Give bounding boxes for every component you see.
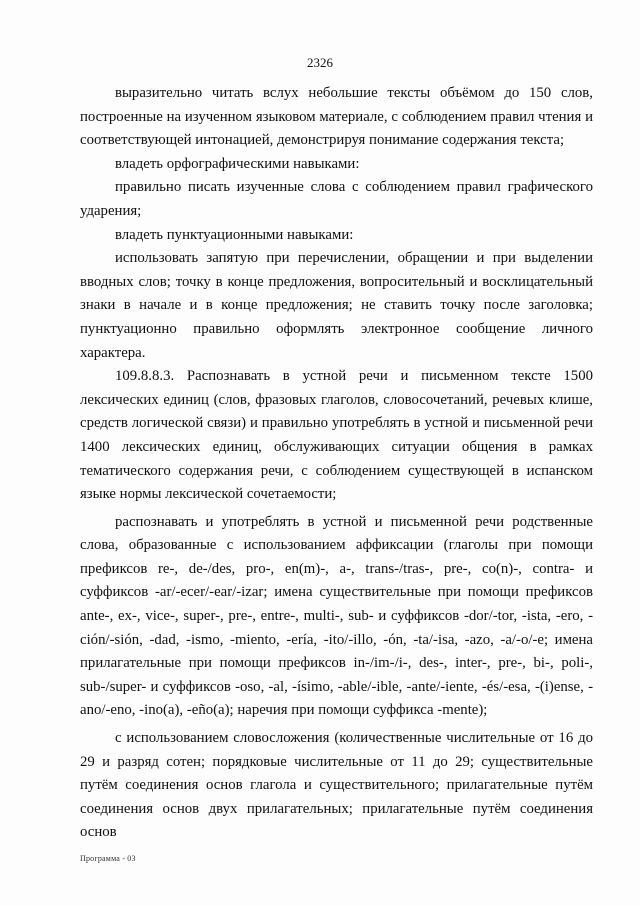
paragraph-reading: выразительно читать вслух небольшие тексты объёмом до 150 слов, построенные на изученном языковом материале, с соблюдением правил чтения и соответствующей интонацией, демонстрируя понимание содержания текста; — [80, 85, 593, 149]
paragraph-punctuation: использовать запятую при перечислении, обращении и при выделении вводных слов; точку в конце предложения, вопросительный и восклицательный знаки в начале и в конце предложения; не ставить точку после заголовка; пунктуационно правильно оформлять электронное сообщение личного характера. — [80, 250, 593, 361]
document-body — [80, 82, 593, 845]
paragraph-compounding: с использованием словосложения (количественные числительные от 16 до 29 и разряд сотен; порядковые числительные от 11 до 29; существительные путём соединения основ глагола и существительного; прилагательные путём соединения основ двух прилагательных; прилагательные путём соединения основ — [80, 730, 593, 841]
paragraph-affixation: распознавать и употреблять в устной и письменной речи родственные слова, образованные с использованием аффиксации (глаголы при помощи префиксов re-, de-/des, pro-, en(m)-, a-, trans-/tras-, pre-, co(n)-, contra- и суффиксов -ar/-ecer/-ear/-izar; имена существительные при помощи префиксов ante-, ex-, vice-, super-, pre-, entre-, multi-, sub- и суффиксов -dor/-tor, -ista, -ero, -ción/-sión, -dad, -ismo, -miento, -ería, -ito/-illo, -ón, -ta/-isa, -azo, -a/-o/-e; имена прилагательные при помощи префиксов in-/im-/i-, des-, inter-, pre-, bi-, poli-, sub-/super- и суффиксов -oso, -al, -ísimo, -able/-ible, -ante/-iente, -és/-esa, -(i)ense, -ano/-eno, -ino(a), -eño(a); наречия при помощи суффикса -mente); — [80, 513, 593, 719]
paragraph-spelling-heading: владеть орфографическими навыками: — [115, 155, 360, 172]
page-number: 2326 — [307, 55, 333, 70]
paragraph-lexical-units: 109.8.8.3. Распознавать в устной речи и письменном тексте 1500 лексических единиц (слов, фразовых глаголов, словосочетаний, речевых клише, средств логической связи) и правильно употреблять в устной и письменной речи 1400 лексических единиц, обслуживающих ситуации общения в рамках тематического содержания речи, с соблюдением существующей в испанском языке нормы лексической сочетаемости; — [80, 368, 593, 503]
footer-label: Программа - 03 — [80, 854, 136, 863]
paragraph-punctuation-heading: владеть пунктуационными навыками: — [115, 226, 354, 243]
paragraph-spelling: правильно писать изученные слова с соблюдением правил графического ударения; — [80, 179, 593, 219]
